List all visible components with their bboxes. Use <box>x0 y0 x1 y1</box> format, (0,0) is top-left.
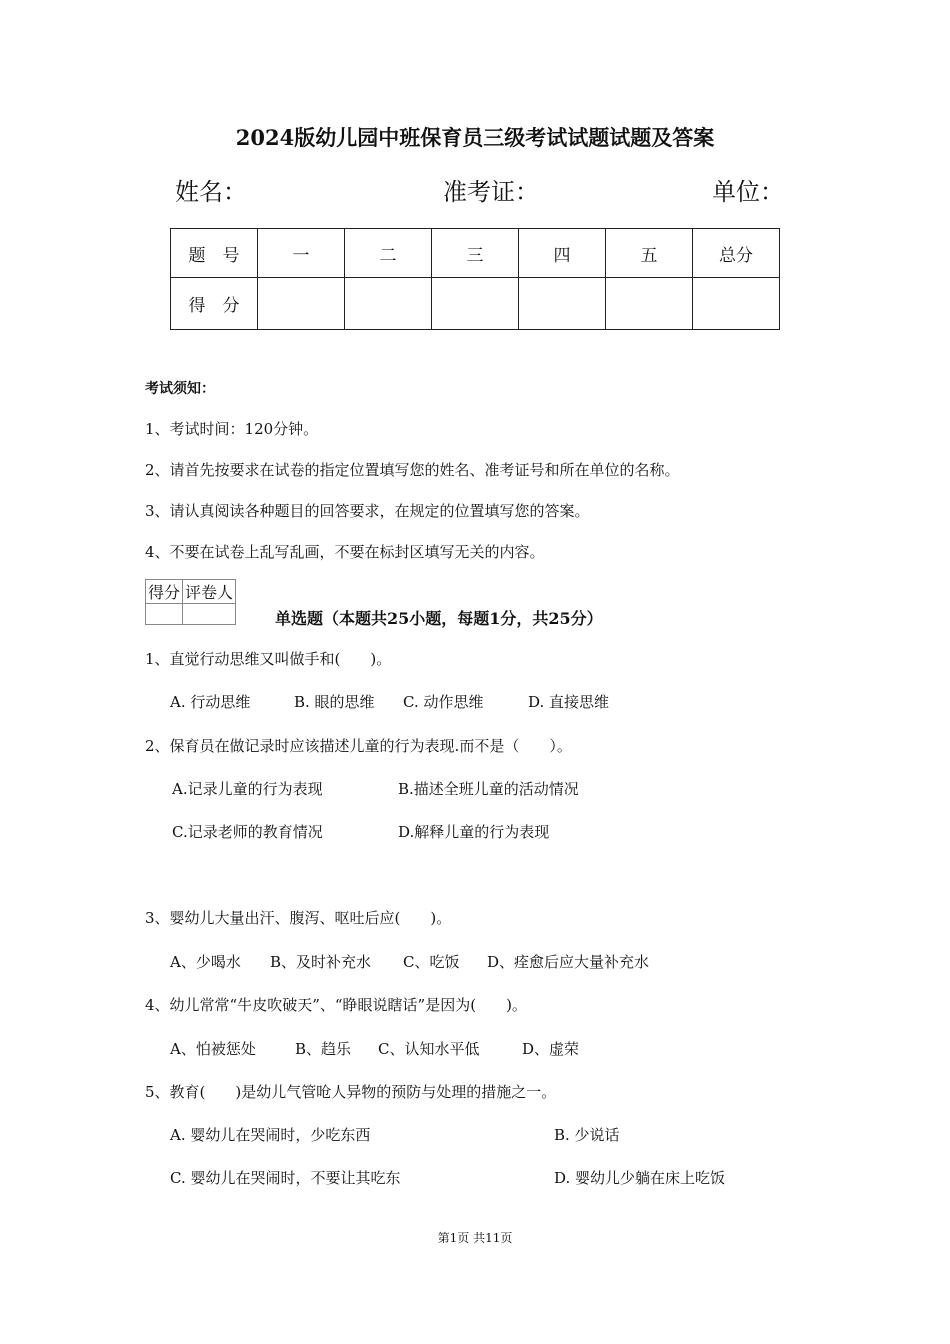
score-row-label: 得 分 <box>171 278 258 330</box>
question-stem: 3、婴幼儿大量出汗、腹泻、呕吐后应( )。 <box>145 909 452 927</box>
question-option: D、虚荣 <box>522 1040 580 1058</box>
question-option: C、认知水平低 <box>378 1040 480 1058</box>
exam-number-field-label: 准考证： <box>443 178 539 206</box>
page-title: 2024版幼儿园中班保育员三级考试试题试题及答案 <box>235 125 715 150</box>
question-stem: 1、直觉行动思维又叫做手和( )。 <box>145 650 392 668</box>
question-stem: 2、保育员在做记录时应该描述儿童的行为表现.而不是（ ）。 <box>145 737 572 755</box>
question-option: B、趋乐 <box>295 1040 352 1058</box>
score-table-header: 一 <box>258 229 345 278</box>
page-footer: 第1页 共11页 <box>437 1231 513 1245</box>
question-option: B. 少说话 <box>554 1126 620 1144</box>
question-option: D. 直接思维 <box>528 693 610 711</box>
question-option: A. 行动思维 <box>170 693 251 711</box>
question-option: D. 婴幼儿少躺在床上吃饭 <box>554 1169 726 1187</box>
question-option: B. 眼的思维 <box>294 693 375 711</box>
question-option: C. 婴幼儿在哭闹时，不要让其吃东 <box>170 1169 401 1187</box>
name-field-label: 姓名： <box>175 178 247 206</box>
question-option: A. 婴幼儿在哭闹时，少吃东西 <box>170 1126 371 1144</box>
score-table-header: 四 <box>519 229 606 278</box>
question-option: D.解释儿童的行为表现 <box>398 823 550 841</box>
grader-name-cell[interactable] <box>183 604 236 625</box>
score-cell[interactable] <box>693 278 780 330</box>
question-option: C、吃饭 <box>403 953 460 971</box>
question-option: A、怕被惩处 <box>170 1040 256 1058</box>
question-option: C.记录老师的教育情况 <box>172 823 323 841</box>
score-table-header: 总分 <box>693 229 780 278</box>
notice-item: 4、不要在试卷上乱写乱画，不要在标封区填写无关的内容。 <box>145 543 545 561</box>
question-option: D、痊愈后应大量补充水 <box>487 953 650 971</box>
question-stem: 4、幼儿常常“牛皮吹破天”、“睁眼说瞎话”是因为( )。 <box>145 996 527 1014</box>
score-table <box>170 228 780 330</box>
score-cell[interactable] <box>258 278 345 330</box>
grader-score-label: 得分 <box>146 580 183 604</box>
score-table-header: 二 <box>345 229 432 278</box>
section-title: 单选题（本题共25小题，每题1分，共25分） <box>275 609 603 628</box>
score-cell[interactable] <box>606 278 693 330</box>
score-cell[interactable] <box>519 278 606 330</box>
score-table-header: 题 号 <box>171 229 258 278</box>
unit-field-label: 单位： <box>712 178 784 206</box>
grader-box <box>145 579 236 625</box>
question-option: C. 动作思维 <box>403 693 484 711</box>
score-cell[interactable] <box>432 278 519 330</box>
score-table-header: 三 <box>432 229 519 278</box>
question-option: B、及时补充水 <box>270 953 372 971</box>
notice-item: 1、考试时间：120分钟。 <box>145 420 319 438</box>
notice-item: 3、请认真阅读各种题目的回答要求，在规定的位置填写您的答案。 <box>145 502 590 520</box>
question-option: A.记录儿童的行为表现 <box>172 780 323 798</box>
grader-name-label: 评卷人 <box>183 580 236 604</box>
question-stem: 5、教育( )是幼儿气管呛人异物的预防与处理的措施之一。 <box>145 1083 557 1101</box>
score-table-header: 五 <box>606 229 693 278</box>
notice-heading: 考试须知： <box>145 381 215 397</box>
question-option: A、少喝水 <box>170 953 241 971</box>
question-option: B.描述全班儿童的活动情况 <box>398 780 579 798</box>
notice-item: 2、请首先按要求在试卷的指定位置填写您的姓名、准考证号和所在单位的名称。 <box>145 461 680 479</box>
grader-score-cell[interactable] <box>146 604 183 625</box>
score-cell[interactable] <box>345 278 432 330</box>
